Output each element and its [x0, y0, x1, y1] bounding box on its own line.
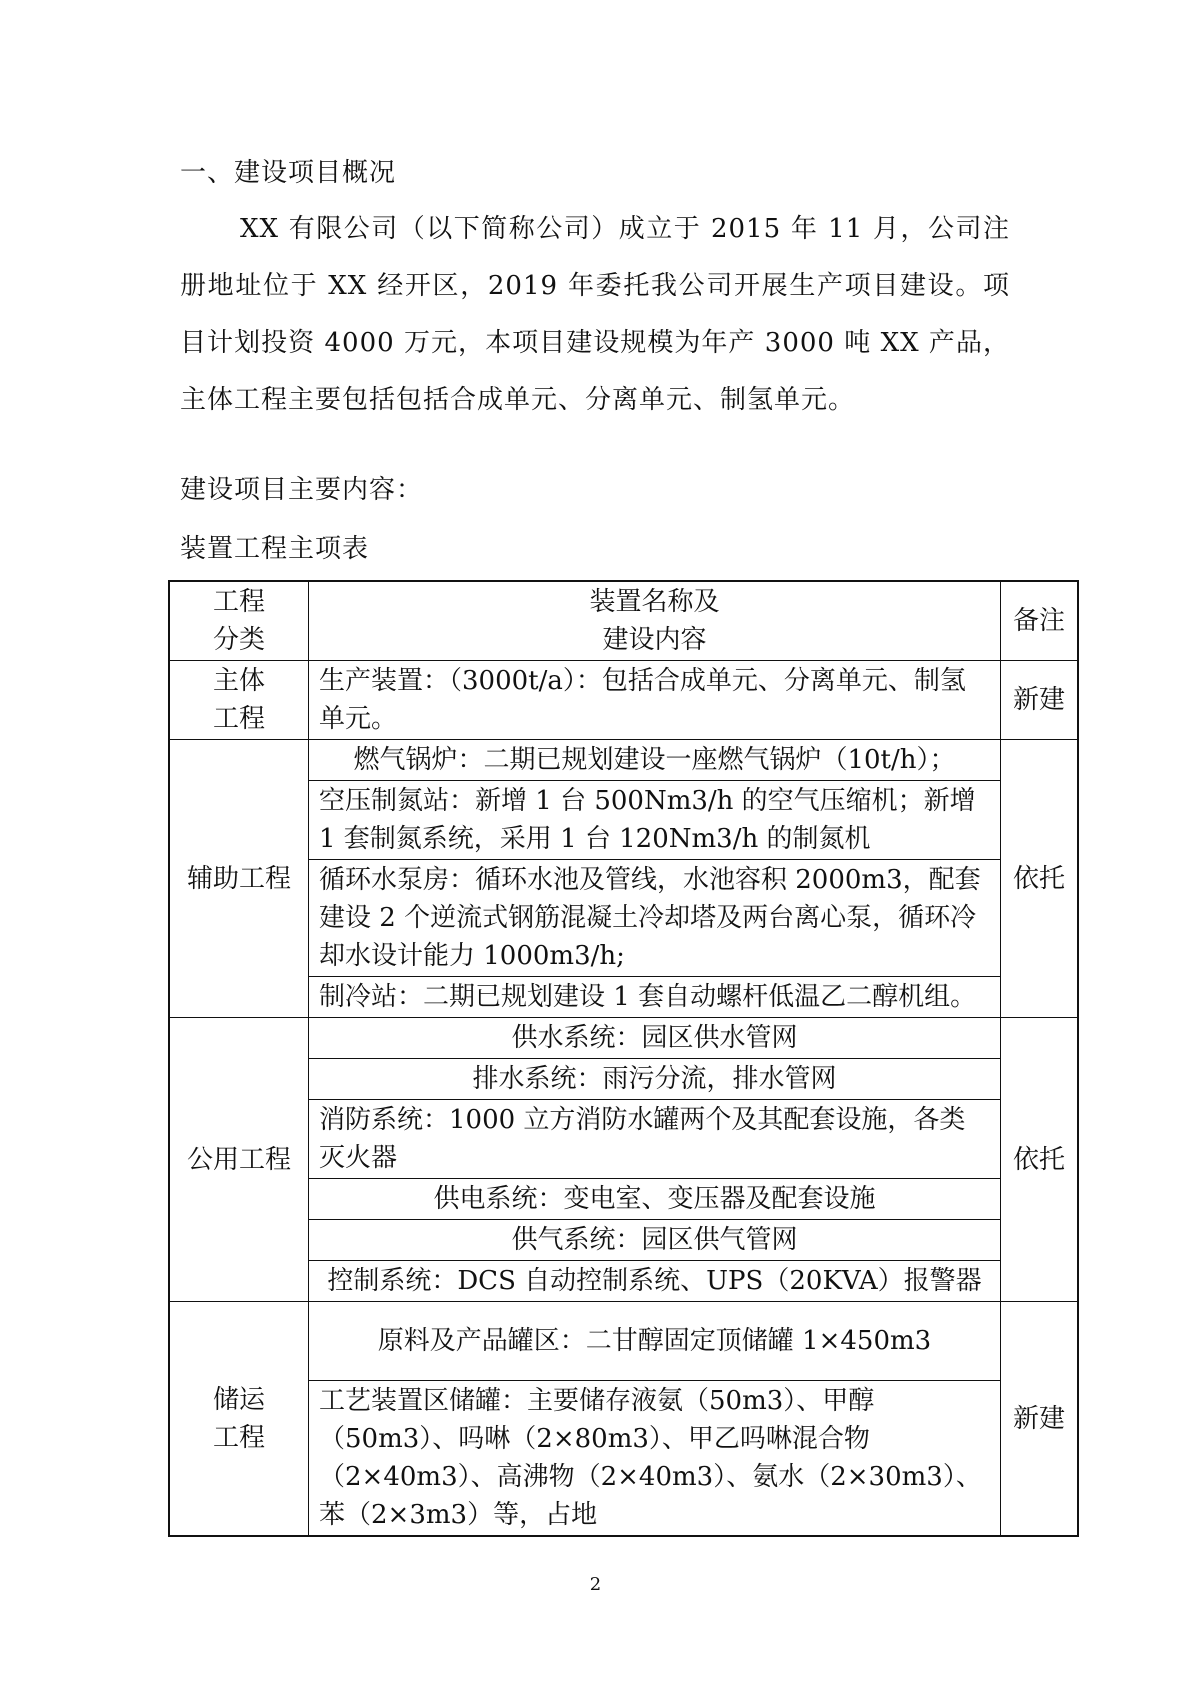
- header-content: 装置名称及 建设内容: [309, 581, 1001, 661]
- page-number: 2: [589, 1574, 602, 1595]
- table-row: [169, 740, 1078, 781]
- category-auxiliary: 辅助工程: [169, 740, 309, 1018]
- content-pub-2: 排水系统：雨污分流，排水管网: [309, 1059, 1001, 1100]
- content-aux-3: 循环水泵房：循环水池及管线，水池容积 2000m3，配套建设 2 个逆流式钢筋混凝土冷却塔及两台离心泵，循环冷却水设计能力 1000m3/h;: [309, 860, 1001, 977]
- content-aux-4: 制冷站：二期已规划建设 1 套自动螺杆低温乙二醇机组。: [309, 977, 1001, 1018]
- table-header-row: [169, 581, 1078, 661]
- note-public: 依托: [1001, 1018, 1079, 1302]
- content-aux-1: 燃气锅炉：二期已规划建设一座燃气锅炉（10t/h）；: [309, 740, 1001, 781]
- table-row: [169, 1302, 1078, 1381]
- content-pub-6: 控制系统：DCS 自动控制系统、UPS（20KVA）报警器: [309, 1261, 1001, 1302]
- content-pub-3: 消防系统：1000 立方消防水罐两个及其配套设施，各类灭火器: [309, 1100, 1001, 1179]
- content-main: 生产装置：（3000t/a）：包括合成单元、分离单元、制氢单元。: [309, 661, 1001, 740]
- content-sto-2: 工艺装置区储罐：主要储存液氨（50m3）、甲醇（50m3）、吗啉（2×80m3）、甲乙吗啉混合物（2×40m3）、高沸物（2×40m3）、氨水（2×30m3）、苯（2×3m3）等，占地: [309, 1381, 1001, 1537]
- category-main: 主体 工程: [169, 661, 309, 740]
- note-main: 新建: [1001, 661, 1079, 740]
- content-sto-1: 原料及产品罐区：二甘醇固定顶储罐 1×450m3: [309, 1302, 1001, 1381]
- table-row: [169, 1018, 1078, 1059]
- header-note: 备注: [1001, 581, 1079, 661]
- category-public: 公用工程: [169, 1018, 309, 1302]
- header-category: 工程 分类: [169, 581, 309, 661]
- table-row: [169, 661, 1078, 740]
- note-auxiliary: 依托: [1001, 740, 1079, 1018]
- content-aux-2: 空压制氮站：新增 1 台 500Nm3/h 的空气压缩机；新增 1 套制氮系统，采用 1 台 120Nm3/h 的制氮机: [309, 781, 1001, 860]
- table-caption: 装置工程主项表: [180, 534, 370, 564]
- section-heading: 一、建设项目概况: [180, 158, 397, 188]
- content-pub-1: 供水系统：园区供水管网: [309, 1018, 1001, 1059]
- content-pub-5: 供气系统：园区供气管网: [309, 1220, 1001, 1261]
- project-table: [168, 580, 1079, 1537]
- content-pub-4: 供电系统：变电室、变压器及配套设施: [309, 1179, 1001, 1220]
- category-storage: 储运 工程: [169, 1302, 309, 1537]
- content-label: 建设项目主要内容：: [180, 475, 424, 505]
- note-storage: 新建: [1001, 1302, 1079, 1537]
- intro-paragraph: XX 有限公司（以下简称公司）成立于 2015 年 11 月，公司注册地址位于 XX 经开区，2019 年委托我公司开展生产项目建设。项目计划投资 4000 万元，本项目建设规模为年产 3000 吨 XX 产品，主体工程主要包括包括合成单元、分离单元、制氢单元。: [180, 214, 1010, 415]
